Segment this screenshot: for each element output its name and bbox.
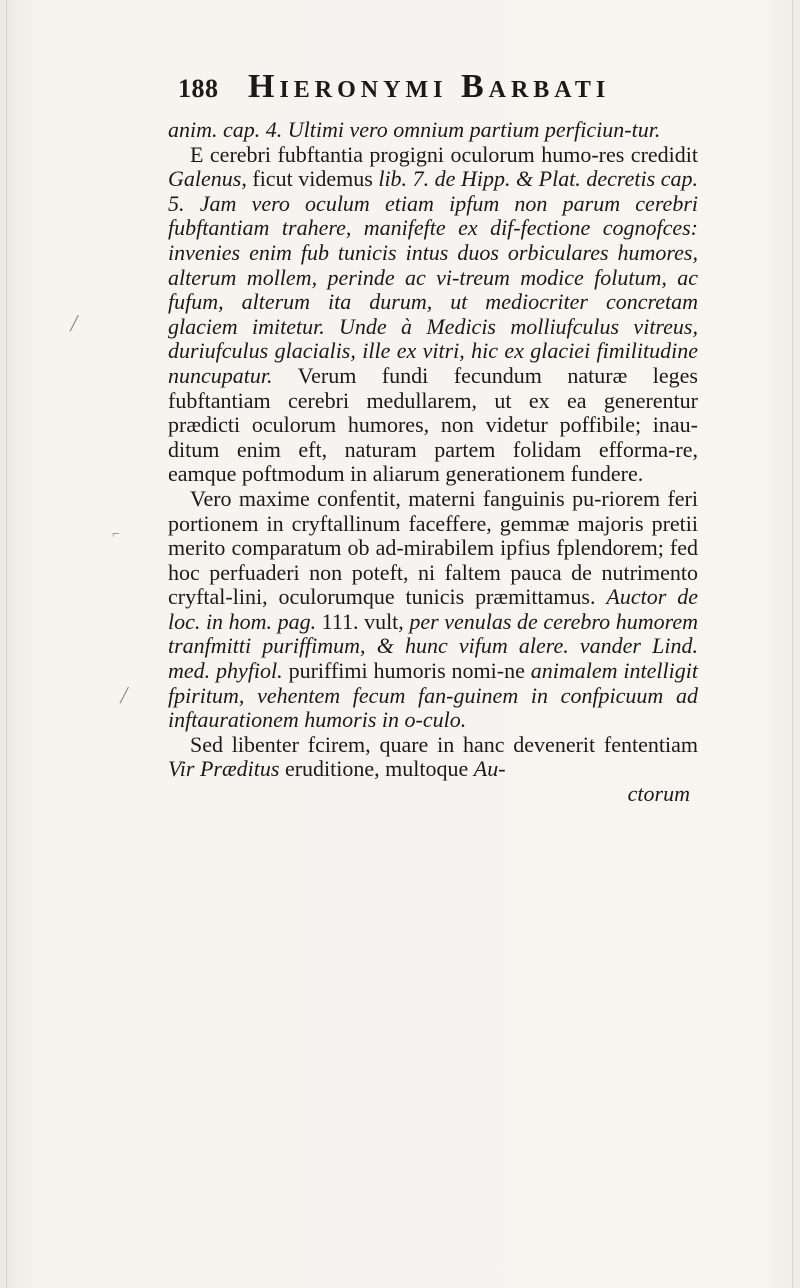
italic-text-segment: Au-	[473, 756, 506, 782]
paragraph	[168, 487, 698, 733]
page-edge-shadow-right	[792, 0, 793, 1288]
text-segment: 111. vult,	[316, 608, 410, 634]
margin-mark: ╱	[70, 317, 79, 332]
italic-text-segment: lib. 7. de Hipp. & Plat. decretis cap. 5. Jam vero oculum etiam ipfum non parum cerebri fubftantiam trahere, manifefte ex dif-fectione cognofces: invenies enim fub tunicis intus duos orbiculares humores, alterum mollem, perinde ac vi-treum modice folutum, ac fufum, alterum ita durum, ut mediocriter concretam glaciem imitetur. Unde à Medicis molliufculus vitreus, duriufculus glacialis, ille ex vitri, hic ex glaciei fimilitudine nuncupatur.	[168, 166, 698, 388]
margin-mark: ╱	[120, 689, 129, 704]
page-number: 188	[178, 74, 219, 103]
italic-text-segment: Vir Præditus	[168, 756, 280, 782]
text-segment: , ficut videmus	[241, 166, 379, 192]
page-header	[178, 68, 698, 118]
italic-text-segment: animalem intelligit fpiritum, vehentem fecum fan-guinem in confpicuum ad inftaurationem humoris in o-culo.	[168, 658, 698, 733]
page-edge-shadow	[6, 0, 7, 1288]
running-head: Hieronymi Barbati	[248, 68, 611, 105]
paragraph	[168, 733, 698, 782]
paragraph	[168, 143, 698, 487]
text-segment: E cerebri fubftantia progigni oculorum humo-res credidit	[190, 141, 698, 167]
italic-text-segment: Auctor de loc. in hom. pag.	[168, 584, 698, 634]
italic-text-segment: per venulas de cerebro humorem tranfmitti puriffimum, & hunc vifum alere. vander Lind. med. phyfiol.	[168, 608, 698, 684]
italic-text-segment: Galenus	[168, 166, 242, 192]
margin-mark: ⌐	[112, 527, 120, 542]
body-text	[168, 118, 698, 807]
text-segment: Vero maxime confentit, materni fanguinis pu-riorem feri portionem in cryftallinum faceffere, gemmæ majoris pretii merito comparatum ob ad-mirabilem ipfius fplendorem; fed hoc perfuaderi non poteft, ni faltem pauca de nutrimento cryftal-lini, oculorumque tunicis præmittamus.	[168, 485, 698, 610]
catchword: ctorum	[627, 781, 690, 807]
text-segment: puriffimi humoris nomi-ne	[282, 658, 531, 684]
text-segment: eruditione, multoque	[279, 756, 474, 782]
text-segment: Sed libenter fcirem, quare in hanc devenerit fententiam	[190, 731, 698, 757]
text-segment: Verum fundi fecundum naturæ leges fubftantiam cerebri medullarem, ut ex ea generentur prædicti oculorum humores, non videtur poffibile; inau-ditum enim eft, naturam partem folidam efforma-re, eamque poftmodum in aliarum generationem fundere.	[168, 362, 698, 487]
italic-text-segment: anim. cap. 4. Ultimi vero omnium partium perficiun-tur.	[168, 117, 661, 142]
paragraph	[168, 118, 698, 143]
